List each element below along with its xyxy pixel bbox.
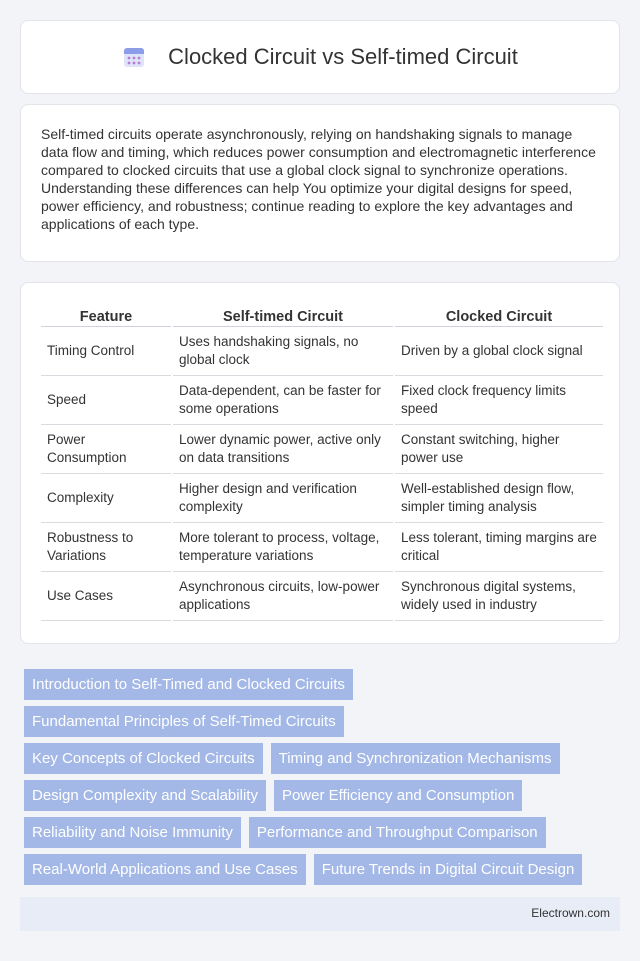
- table-cell-clocked: Fixed clock frequency limits speed: [395, 376, 603, 425]
- tag-fundamental-principles[interactable]: Fundamental Principles of Self-Timed Circuits: [24, 706, 344, 737]
- table-cell-self-timed: Lower dynamic power, active only on data transitions: [173, 425, 393, 474]
- header-clocked: Clocked Circuit: [395, 303, 603, 327]
- tag-row: [24, 669, 620, 700]
- tag-row: [24, 706, 620, 737]
- table-cell-self-timed: Asynchronous circuits, low-power applications: [173, 572, 393, 621]
- tag-row: [24, 817, 620, 848]
- table-row: [41, 523, 603, 572]
- tag-row: [24, 854, 620, 885]
- tag-introduction[interactable]: Introduction to Self-Timed and Clocked Circuits: [24, 669, 353, 700]
- header-feature: Feature: [41, 303, 171, 327]
- table-cell-self-timed: Higher design and verification complexity: [173, 474, 393, 523]
- table-row: [41, 327, 603, 376]
- table-row: [41, 474, 603, 523]
- tag-key-concepts[interactable]: Key Concepts of Clocked Circuits: [24, 743, 263, 774]
- table-cell-clocked: Less tolerant, timing margins are critical: [395, 523, 603, 572]
- table-cell-clocked: Constant switching, higher power use: [395, 425, 603, 474]
- table-cell-clocked: Well-established design flow, simpler timing analysis: [395, 474, 603, 523]
- footer: [20, 897, 620, 931]
- tag-applications[interactable]: Real-World Applications and Use Cases: [24, 854, 306, 885]
- tag-power-efficiency[interactable]: Power Efficiency and Consumption: [274, 780, 522, 811]
- table-cell-self-timed: More tolerant to process, voltage, temperature variations: [173, 523, 393, 572]
- table-cell-feature: Use Cases: [41, 572, 171, 621]
- intro-card: [20, 104, 620, 262]
- table-cell-feature: Timing Control: [41, 327, 171, 376]
- table-cell-feature: Speed: [41, 376, 171, 425]
- footer-brand[interactable]: Electrown.com: [531, 906, 610, 920]
- table-row: [41, 572, 603, 621]
- table-cell-feature: Power Consumption: [41, 425, 171, 474]
- tag-timing-synchronization[interactable]: Timing and Synchronization Mechanisms: [271, 743, 560, 774]
- table-row: [41, 376, 603, 425]
- table-cell-self-timed: Uses handshaking signals, no global clock: [173, 327, 393, 376]
- table-header-row: [41, 303, 603, 327]
- topic-tags: [24, 669, 620, 891]
- table-row: [41, 425, 603, 474]
- table-cell-feature: Robustness to Variations: [41, 523, 171, 572]
- tag-design-complexity[interactable]: Design Complexity and Scalability: [24, 780, 266, 811]
- tag-row: [24, 743, 620, 774]
- tag-row: [24, 780, 620, 811]
- intro-paragraph: Self-timed circuits operate asynchronously, relying on handshaking signals to manage data flow and timing, which reduces power consumption and electromagnetic interference compared to clocked circuits that use a global clock signal to synchronize operations. Understanding these differences can help You optimize your digital designs for speed, power efficiency, and robustness; continue reading to explore the key advantages and applications of each type.: [41, 126, 596, 232]
- table-cell-feature: Complexity: [41, 474, 171, 523]
- tag-performance[interactable]: Performance and Throughput Comparison: [249, 817, 546, 848]
- comparison-table-card: [20, 282, 620, 644]
- table-cell-self-timed: Data-dependent, can be faster for some operations: [173, 376, 393, 425]
- tag-reliability[interactable]: Reliability and Noise Immunity: [24, 817, 241, 848]
- title-card: [20, 20, 620, 94]
- calendar-icon: [122, 45, 146, 69]
- page-title: Clocked Circuit vs Self-timed Circuit: [168, 44, 518, 69]
- header-self-timed: Self-timed Circuit: [173, 303, 393, 327]
- table-cell-clocked: Synchronous digital systems, widely used in industry: [395, 572, 603, 621]
- table-cell-clocked: Driven by a global clock signal: [395, 327, 603, 376]
- tag-future-trends[interactable]: Future Trends in Digital Circuit Design: [314, 854, 583, 885]
- comparison-table: [39, 303, 605, 621]
